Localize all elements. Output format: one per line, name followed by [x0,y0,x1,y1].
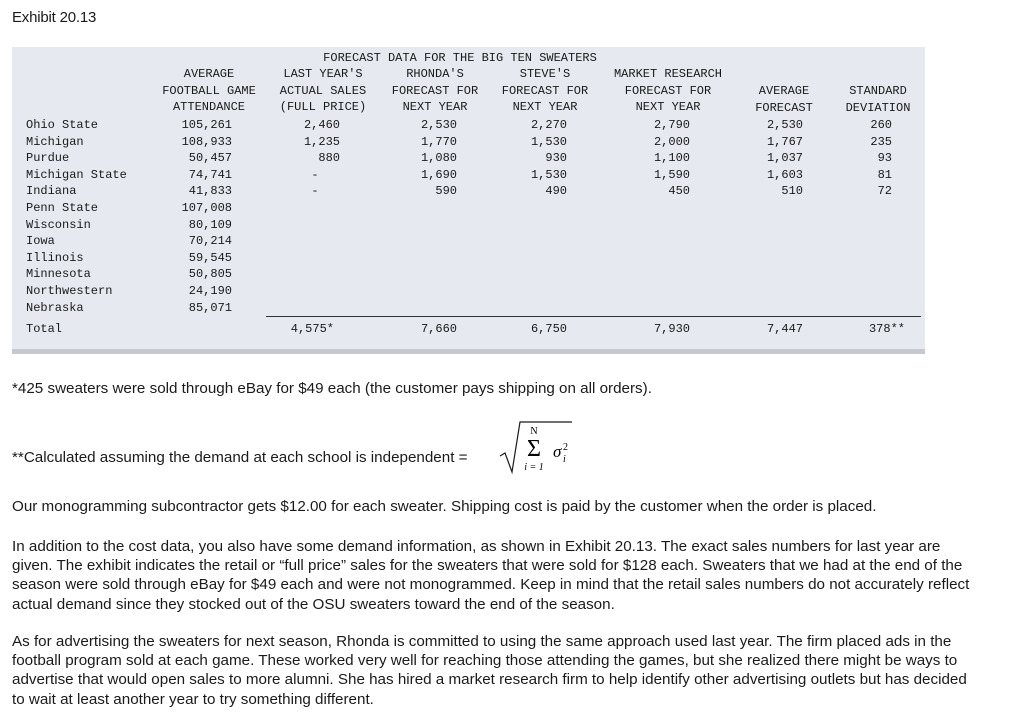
sales-cell: - [311,167,319,182]
school-name: Indiana [26,184,77,199]
sigma-term: σ [553,442,562,461]
paragraph-advertising: As for advertising the sweaters for next season, Rhonda is committed to using the same approach used last year. The firm placed ads in the football program sold at each game. These worked very well for reaching those attending the games, but she realized there might be ways to advertise that would open sales to more alumni. She has hired a market research firm to help identify other advertising outlets but has decided to wait at least another year to try something different. [12,633,967,708]
std-dev-cell: 93 [877,151,892,166]
std-dev-cell: 81 [877,167,892,182]
attendance-cell: 105,261 [181,118,232,132]
rhonda-cell: 1,770 [420,134,457,149]
attendance-cell: 85,071 [188,300,232,315]
paragraph-demand-info: In addition to the cost data, you also have some demand information, as shown in Exhibit 20.13. The exact sales numbers for last year are given. The exhibit indicates the retail or “full price” sales for the sweaters that were sold for $128 each. Sweaters that we had at the end of the season were sold through eBay for $49 each and were not monogrammed. Keep in mind that the retail sales numbers do not accurately reflect actual demand since they stocked out of the OSU sweaters toward the end of the season. [12,538,970,613]
market-research-column [638,117,690,200]
header-line: STANDARD [849,84,907,98]
sigma-symbol: Σ [527,436,541,462]
header-rhonda-forecast [380,66,490,116]
market-research-cell: 450 [668,184,690,199]
attendance-column [160,117,232,316]
steve-cell: 1,530 [530,167,567,182]
school-name: Michigan [26,134,84,149]
last-year-sales-column [290,117,340,200]
market-research-cell: 1,100 [653,151,690,166]
total-rule [266,316,921,317]
header-line: DEVIATION [845,100,911,115]
steve-cell: 2,270 [530,118,567,132]
school-name: Michigan State [26,167,127,182]
sales-cell: 2,460 [303,118,340,132]
header-line: STEVE'S [519,67,571,81]
attendance-cell: 41,833 [188,184,232,199]
header-line: NEXT YEAR [402,100,468,114]
school-name: Penn State [26,200,99,215]
steve-forecast-column [515,117,567,200]
steve-cell: 930 [545,151,567,166]
school-name: Iowa [26,234,55,249]
total-label: Total [26,322,63,336]
school-name: Illinois [26,250,84,265]
market-research-cell: 1,590 [653,167,690,182]
market-research-cell: 2,790 [653,118,690,132]
subscript-i: i [563,454,566,465]
footnote-independence: **Calculated assuming the demand at each school is independent = [12,449,468,466]
average-cell: 1,037 [766,151,803,166]
header-line: MARKET RESEARCH [613,67,723,81]
sum-upper-limit: N [530,426,538,437]
average-cell: 510 [781,184,803,199]
sales-cell: 1,235 [303,134,340,149]
market-research-cell: 2,000 [653,134,690,149]
std-dev-cell: 235 [870,134,892,149]
header-line: NEXT YEAR [512,100,578,114]
header-market-research-forecast [602,66,734,116]
attendance-cell: 70,214 [188,234,232,249]
total-std-dev: 378** [868,322,905,336]
sqrt-sum-formula [498,418,588,478]
rhonda-cell: 590 [435,184,457,199]
table-title: FORECAST DATA FOR THE BIG TEN SWEATERS [323,51,597,65]
exponent: 2 [563,442,568,453]
total-steve: 6,750 [530,322,567,336]
std-dev-cell: 72 [877,184,892,199]
header-line: FORECAST [755,100,813,115]
header-line: FOOTBALL GAME [162,83,256,98]
header-line: NEXT YEAR [635,100,701,114]
header-standard-deviation [836,83,920,116]
std-dev-column [860,117,892,200]
total-average: 7,447 [766,322,803,336]
rhonda-cell: 1,080 [420,151,457,166]
attendance-cell: 59,545 [188,250,232,265]
school-name: Ohio State [26,118,99,132]
header-line: AVERAGE [183,67,235,81]
total-last-year-sales: 4,575* [290,322,334,336]
school-column [26,117,127,316]
header-steve-forecast [490,66,600,116]
rhonda-forecast-column [405,117,457,200]
rhonda-cell: 1,690 [420,167,457,182]
steve-cell: 490 [545,184,567,199]
school-name: Nebraska [26,300,84,315]
header-line: FORECAST FOR [501,83,589,98]
average-forecast-column [751,117,803,200]
header-line: AVERAGE [758,84,810,98]
average-cell: 1,603 [766,167,803,182]
school-name: Northwestern [26,283,113,298]
exhibit-title: Exhibit 20.13 [12,9,97,26]
table-bottom-band [12,349,925,354]
attendance-cell: 24,190 [188,283,232,298]
average-cell: 1,767 [766,134,803,149]
paragraph-subcontractor: Our monogramming subcontractor gets $12.00 for each sweater. Shipping cost is paid by the customer when the order is placed. [12,498,877,515]
header-line: FORECAST FOR [624,83,712,98]
header-average-forecast [742,83,826,116]
school-name: Wisconsin [26,217,91,232]
school-name: Minnesota [26,267,91,282]
sales-cell: - [311,184,319,199]
average-cell: 2,530 [766,118,803,132]
attendance-cell: 74,741 [188,167,232,182]
sum-lower-limit: i = 1 [524,462,544,473]
header-last-year-sales [268,66,378,116]
steve-cell: 1,530 [530,134,567,149]
header-line: (FULL PRICE) [279,100,367,114]
header-line: RHONDA'S [406,67,464,81]
header-attendance [150,66,268,116]
attendance-cell: 80,109 [188,217,232,232]
school-name: Purdue [26,151,70,166]
attendance-cell: 50,457 [188,151,232,166]
header-line: ATTENDANCE [172,100,245,114]
std-dev-cell: 260 [870,118,892,132]
header-line: ACTUAL SALES [279,83,367,98]
footnote-ebay: *425 sweaters were sold through eBay for $49 each (the customer pays shipping on all orders). [12,380,652,397]
total-rhonda: 7,660 [420,322,457,336]
rhonda-cell: 2,530 [420,118,457,132]
attendance-cell: 107,008 [181,200,232,215]
attendance-cell: 108,933 [181,134,232,149]
total-market-research: 7,930 [653,322,690,336]
attendance-cell: 50,805 [188,267,232,282]
sales-cell: 880 [318,151,340,166]
header-line: LAST YEAR'S [283,67,363,81]
header-line: FORECAST FOR [391,83,479,98]
